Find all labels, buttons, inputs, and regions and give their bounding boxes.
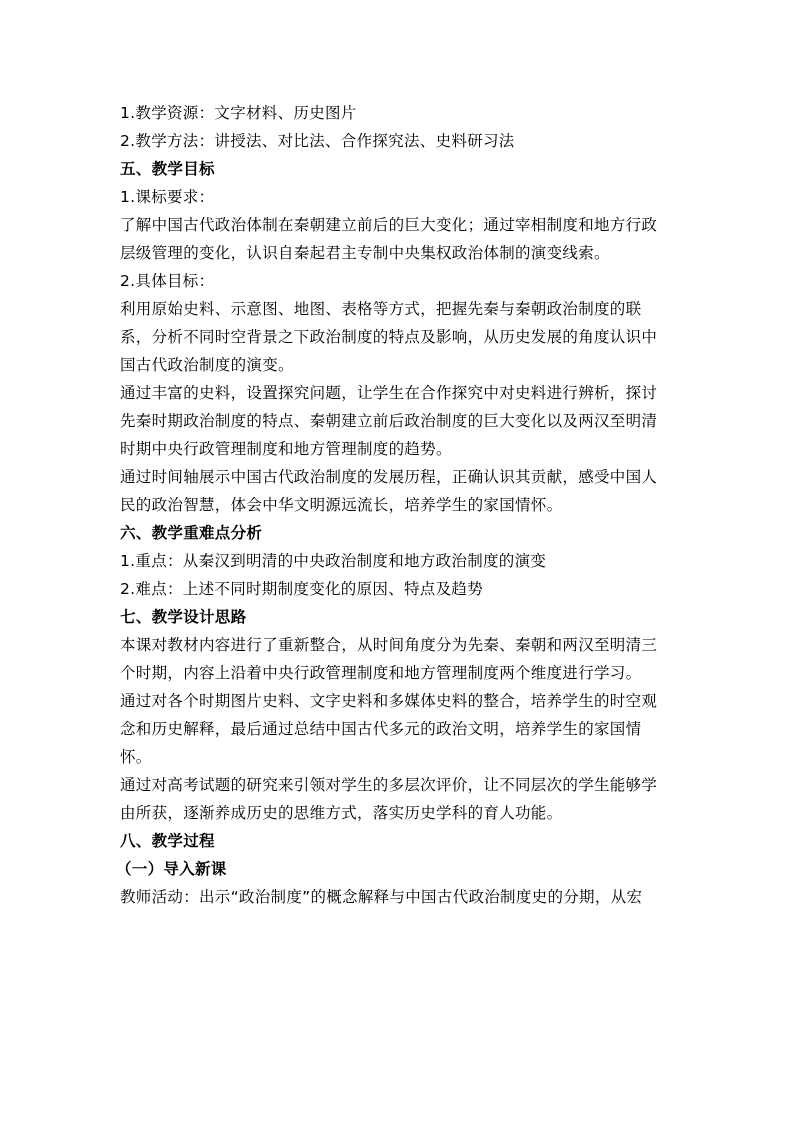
paragraph-line: 由所获，逐渐养成历史的思维方式，落实历史学科的育人功能。: [120, 804, 563, 822]
paragraph-line: 利用原始史料、示意图、地图、表格等方式，把握先秦与秦朝政治制度的联: [120, 300, 642, 318]
section-heading-key-points: 六、教学重难点分析: [120, 524, 263, 542]
section-heading-process: 八、教学过程: [120, 832, 215, 850]
paragraph-line: 个时期，内容上沿着中央行政管理制度和地方管理制度两个维度进行学习。: [120, 664, 642, 682]
paragraph-line: 通过对各个时期图片史料、文字史料和多媒体史料的整合，培养学生的时空观: [120, 692, 658, 710]
paragraph-line: 念和历史解释，最后通过总结中国古代多元的政治文明，培养学生的家国情: [120, 720, 642, 738]
key-point-line: 1.重点：从秦汉到明清的中央政治制度和地方政治制度的演变: [120, 552, 547, 570]
paragraph-line: 怀。: [120, 748, 152, 766]
paragraph-line: 通过时间轴展示中国古代政治制度的发展历程，正确认识其贡献，感受中国人: [120, 468, 658, 486]
section-heading-design: 七、教学设计思路: [120, 608, 247, 626]
paragraph-line: 了解中国古代政治体制在秦朝建立前后的巨大变化；通过宰相制度和地方行政: [120, 216, 658, 234]
paragraph-line: 层级管理的变化，认识自秦起君主专制中央集权政治体制的演变线索。: [120, 244, 610, 262]
paragraph-line: 民的政治智慧，体会中华文明源远流长，培养学生的家国情怀。: [120, 496, 563, 514]
resources-line: 1.教学资源：文字材料、历史图片: [120, 104, 357, 122]
paragraph-line: 时期中央行政管理制度和地方管理制度的趋势。: [120, 440, 452, 458]
paragraph-line: 通过对高考试题的研究来引领对学生的多层次评价，让不同层次的学生能够学: [120, 776, 658, 794]
subsection-heading-intro: （一）导入新课: [116, 860, 227, 878]
section-heading-objectives: 五、教学目标: [120, 160, 215, 178]
paragraph-line: 国古代政治制度的演变。: [120, 356, 294, 374]
paragraph-line: 本课对教材内容进行了重新整合，从时间角度分为先秦、秦朝和两汉至明清三: [120, 636, 658, 654]
paragraph-line: 系，分析不同时空背景之下政治制度的特点及影响，从历史发展的角度认识中: [120, 328, 658, 346]
document-body: [116, 99, 676, 911]
difficulty-line: 2.难点：上述不同时期制度变化的原因、特点及趋势: [120, 580, 483, 598]
paragraph-line: 教师活动：出示“政治制度”的概念解释与中国古代政治制度史的分期，从宏: [120, 888, 643, 906]
curriculum-requirement-label: 1.课标要求：: [120, 188, 215, 206]
paragraph-line: 通过丰富的史料，设置探究问题，让学生在合作探究中对史料进行辨析，探讨: [120, 384, 658, 402]
specific-objectives-label: 2.具体目标：: [120, 272, 215, 290]
methods-line: 2.教学方法：讲授法、对比法、合作探究法、史料研习法: [120, 132, 515, 150]
paragraph-line: 先秦时期政治制度的特点、秦朝建立前后政治制度的巨大变化以及两汉至明清: [120, 412, 658, 430]
